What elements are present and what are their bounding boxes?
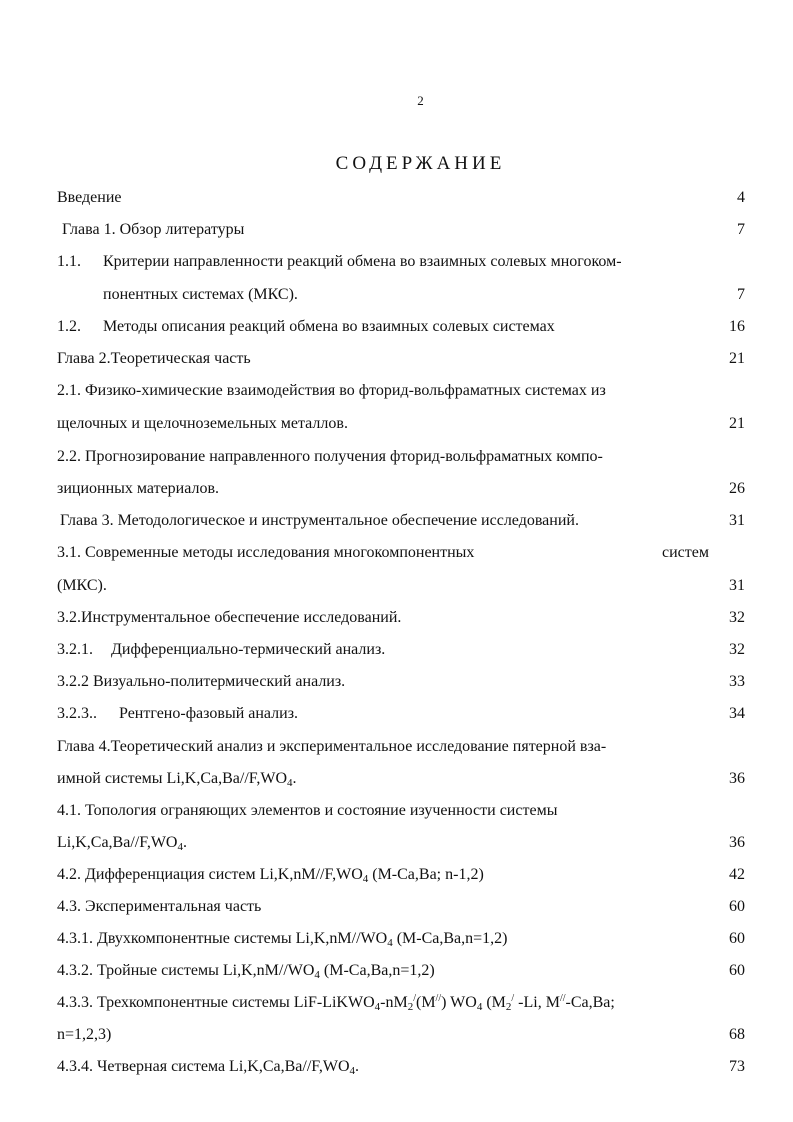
toc-entry-text: n=1,2,3) <box>57 1026 112 1043</box>
toc-page-number: 26 <box>729 480 745 497</box>
toc-entry-continuation <box>103 284 298 306</box>
toc-page-number: 32 <box>729 641 745 658</box>
toc-entry-text: 3.1. Современные методы исследования многокомпонентных <box>57 544 475 561</box>
toc-page-number: 68 <box>729 1026 745 1043</box>
toc-entry-text: 3.2.2 Визуально-политермический анализ. <box>57 673 346 690</box>
toc-entry-continuation <box>57 768 297 790</box>
toc-entry-text: 4.3.1. Двухкомпонентные системы Li,K,nM//WO <box>57 930 388 947</box>
subscript: 4 <box>287 777 293 789</box>
toc-entry-text: 2.1. Физико-химические взаимодействия во фторид-вольфраматных системах из <box>57 382 606 399</box>
toc-entry-text: Li,K,Ca,Ba//F,WO <box>57 834 178 851</box>
toc-entry-text: Глава 2.Теоретическая часть <box>57 350 251 367</box>
toc-entry-continuation <box>57 1024 111 1046</box>
toc-entry-text: 4.2. Дифференциация систем Li,K,nM//F,WO <box>57 866 363 883</box>
superscript: // <box>559 993 566 1004</box>
subscript: 4 <box>177 841 183 853</box>
toc-entry-text: имной системы Li,K,Ca,Ba//F,WO <box>57 770 288 787</box>
toc-entry-continuation <box>57 575 107 597</box>
subscript: 4 <box>349 1065 356 1077</box>
toc-entry-3-2-2 <box>57 671 345 693</box>
toc-page-number: 42 <box>729 866 745 883</box>
toc-entry-4-3-2 <box>57 960 435 982</box>
toc-entry-text: -nM <box>380 994 408 1011</box>
toc-entry-number: 1.2. <box>57 318 81 335</box>
toc-entry-text: ) WO <box>441 994 477 1011</box>
toc-entry-text: 2.2. Прогнозирование направленного получения фторид-вольфраматных компо- <box>57 448 603 465</box>
toc-entry-text: . <box>355 1058 360 1075</box>
toc-entry-text: -Li, M <box>514 994 560 1011</box>
toc-entry-text: (МКС). <box>57 577 107 594</box>
toc-entry-3-2 <box>57 607 401 629</box>
toc-entry-text: Методы описания реакций обмена во взаимных солевых системах <box>103 318 555 335</box>
toc-entry-number: 1.1. <box>57 253 81 270</box>
toc-entry-text: (M-Ca,Ba; n-1,2) <box>368 866 484 883</box>
toc-entry-text: Глава 4.Теоретический анализ и экспериментальное исследование пятерной вза- <box>57 738 607 755</box>
toc-entry-chapter-3 <box>60 510 579 532</box>
toc-entry-chapter-4 <box>57 736 606 758</box>
toc-page-number: 21 <box>729 350 745 367</box>
toc-entry-text: Дифференциально-термический анализ. <box>111 641 386 658</box>
toc-page-number: 32 <box>729 609 745 626</box>
toc-page-number: 34 <box>729 705 745 722</box>
toc-page-number: 16 <box>729 318 745 335</box>
toc-entry-text: -Ca,Ba; <box>565 994 615 1011</box>
subscript: 4 <box>387 937 393 949</box>
toc-page-number: 36 <box>729 834 745 851</box>
toc-entry-4-3-3 <box>57 992 615 1014</box>
toc-page-number: 7 <box>737 286 745 303</box>
toc-entry-intro <box>57 187 122 209</box>
toc-entry-chapter-1 <box>62 219 244 241</box>
toc-entry-continuation <box>57 413 348 435</box>
toc-entry-3-1 <box>57 542 474 564</box>
toc-entry-text: (M <box>482 994 506 1011</box>
toc-entry-3-2-3 <box>57 703 298 725</box>
toc-page-number: 33 <box>729 673 745 690</box>
toc-page-number: 31 <box>729 577 745 594</box>
toc-entry-text: Введение <box>57 189 122 206</box>
toc-title: СОДЕРЖАНИЕ <box>335 153 506 174</box>
toc-entry-number: 3.2.1. <box>57 641 93 658</box>
toc-page-number: 60 <box>729 962 745 979</box>
page-number: 2 <box>417 93 424 108</box>
subscript: 2 <box>407 1001 414 1013</box>
toc-entry-4-3 <box>57 896 261 918</box>
toc-page-number: 21 <box>729 415 745 432</box>
toc-entry-text: 4.1. Топология ограняющих элементов и состояние изученности системы <box>57 802 558 819</box>
subscript: 4 <box>476 1001 483 1013</box>
subscript: 4 <box>314 969 320 981</box>
toc-entry-text: (M-Ca,Ba,n=1,2) <box>319 962 435 979</box>
toc-entry-text: 4.3. Экспериментальная часть <box>57 898 262 915</box>
toc-entry-text: (M <box>415 994 436 1011</box>
toc-entry-text: Рентгено-фазовый анализ. <box>119 705 299 722</box>
toc-entry-text: систем <box>662 544 709 561</box>
toc-page-number: 4 <box>737 189 745 206</box>
toc-entry-text: . <box>292 770 297 787</box>
toc-entry-text: 4.3.3. Трехкомпонентные системы LiF-LiKWO <box>57 994 375 1011</box>
toc-page-number: 36 <box>729 770 745 787</box>
toc-entry-text: зиционных материалов. <box>57 480 220 497</box>
toc-entry-text: щелочных и щелочноземельных металлов. <box>57 415 348 432</box>
toc-entry-text-end <box>662 542 709 564</box>
toc-entry-text: Критерии направленности реакций обмена во взаимных солевых многоком- <box>103 253 622 270</box>
toc-entry-2-2 <box>57 446 603 468</box>
toc-entry-4-3-1 <box>57 928 507 950</box>
toc-entry-text: (M-Ca,Ba,n=1,2) <box>392 930 508 947</box>
toc-entry-continuation <box>57 478 219 500</box>
toc-page-number: 60 <box>729 898 745 915</box>
subscript: 2 <box>505 1001 512 1013</box>
toc-entry-3-2-1 <box>57 639 385 661</box>
toc-entry-continuation <box>57 832 187 854</box>
toc-page-number: 31 <box>729 512 745 529</box>
toc-entry-text: 3.2.Инструментальное обеспечение исследований. <box>57 609 402 626</box>
toc-page-number: 7 <box>737 221 745 238</box>
toc-entry-1-2 <box>57 316 555 338</box>
toc-entry-1-1 <box>57 251 622 273</box>
superscript: / <box>413 993 416 1004</box>
toc-entry-chapter-2 <box>57 348 251 370</box>
toc-entry-2-1 <box>57 380 606 402</box>
toc-entry-text: Глава 3. Методологическое и инструментальное обеспечение исследований. <box>60 512 579 529</box>
subscript: 4 <box>374 1001 381 1013</box>
subscript: 4 <box>362 873 369 885</box>
toc-entry-number: 3.2.3.. <box>57 705 97 722</box>
toc-entry-4-2 <box>57 864 484 886</box>
toc-page-number: 73 <box>729 1058 745 1075</box>
superscript: / <box>511 993 515 1004</box>
toc-entry-text: Глава 1. Обзор литературы <box>62 221 245 238</box>
toc-entry-text: 4.3.2. Тройные системы Li,K,nM//WO <box>57 962 315 979</box>
toc-entry-text: 4.3.4. Четверная система Li,K,Ca,Ba//F,WO <box>57 1058 350 1075</box>
toc-page-number: 60 <box>729 930 745 947</box>
toc-entry-text: понентных системах (МКС). <box>103 286 298 303</box>
toc-entry-4-3-4 <box>57 1056 359 1078</box>
superscript: // <box>435 993 442 1004</box>
toc-entry-4-1 <box>57 800 557 822</box>
toc-entry-text: . <box>182 834 187 851</box>
